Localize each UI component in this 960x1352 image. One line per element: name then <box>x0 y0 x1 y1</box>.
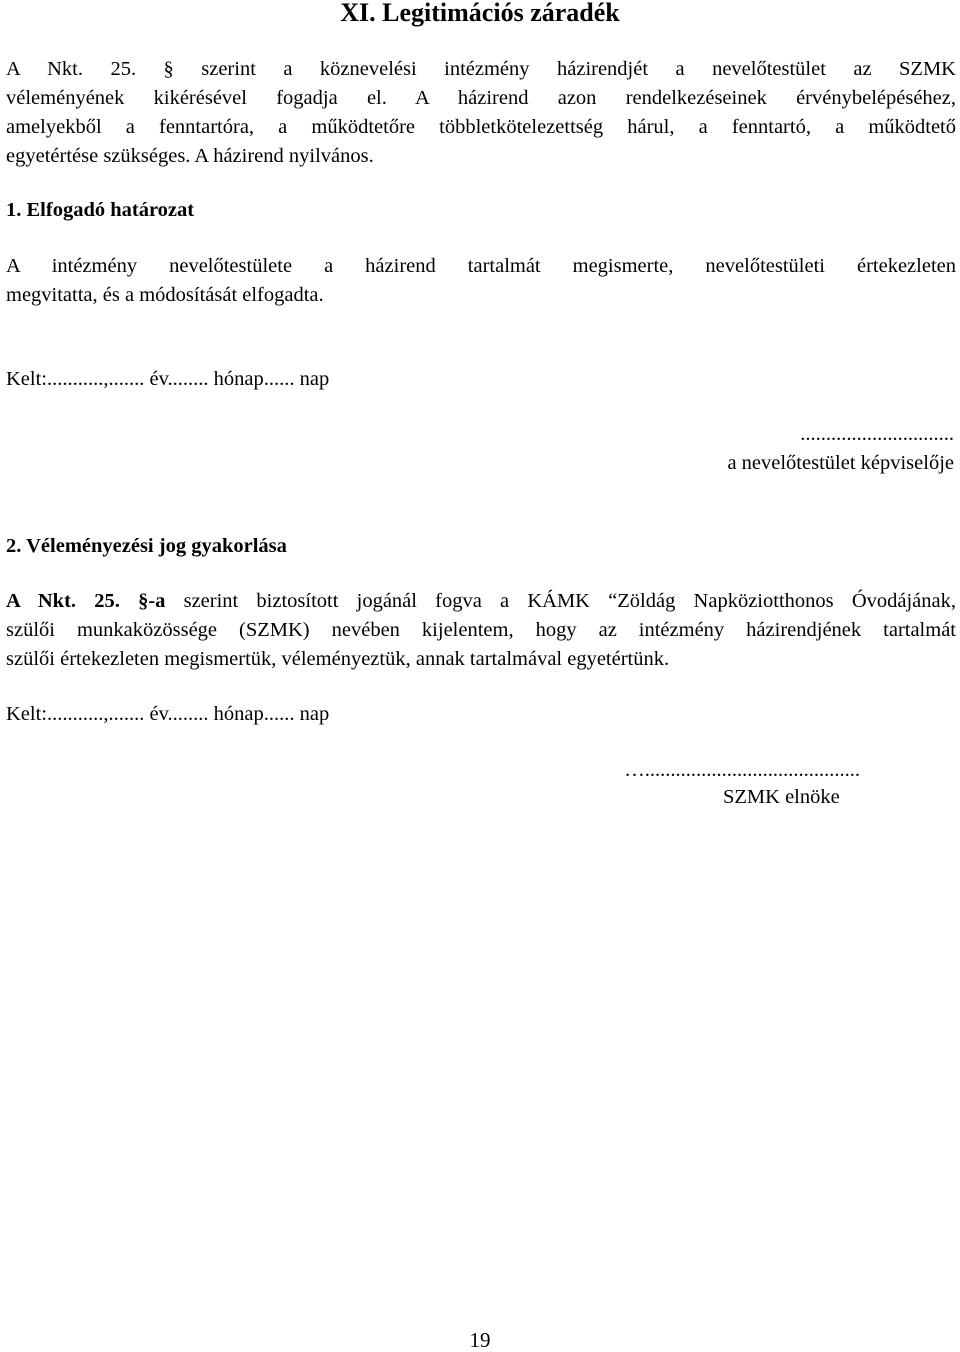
section1-heading: 1. Elfogadó határozat <box>6 199 195 221</box>
section2-line1-rest: szerint biztosított jogánál fogva a KÁMK “Zöldág Napköziotthonos Óvodájának, <box>165 590 956 612</box>
section1-paragraph <box>6 252 956 310</box>
intro-paragraph <box>6 55 956 171</box>
law-reference: A Nkt. 25. <box>6 590 120 612</box>
section1-kelt: Kelt:...........,....... év........ hónap...... nap <box>6 368 330 390</box>
section1-sign-label: a nevelőtestület képviselője <box>727 452 954 474</box>
section2-heading: 2. Véleményezési jog gyakorlása <box>6 535 287 557</box>
section2-line <box>6 587 956 616</box>
intro-line: egyetértése szükséges. A házirend nyilvános. <box>6 145 374 167</box>
section1-sign-dots: .............................. <box>800 423 954 445</box>
law-paragraph: §-a <box>138 590 166 612</box>
page-number: 19 <box>469 1328 491 1352</box>
page-title: XI. Legitimációs záradék <box>340 0 620 27</box>
section2-sign-label: SZMK elnöke <box>723 786 840 808</box>
section2-paragraph <box>6 587 956 674</box>
intro-line: amelyekből a fenntartóra, a működtetőre többletkötelezettség hárul, a fenntartó, a működtető <box>6 116 956 138</box>
section1-line: megvitatta, és a módosítását elfogadta. <box>6 284 324 306</box>
section2-line: szülői munkaközössége (SZMK) nevében kijelentem, hogy az intézmény házirendjének tartalmát <box>6 619 956 641</box>
section2-kelt: Kelt:...........,....... év........ hónap...... nap <box>6 703 330 725</box>
section2-line: szülői értekezleten megismertük, véleményeztük, annak tartalmával egyetértünk. <box>6 648 670 670</box>
intro-line: véleményének kikérésével fogadja el. A házirend azon rendelkezéseinek érvénybelépéséhez, <box>6 87 956 109</box>
section1-line: A intézmény nevelőtestülete a házirend tartalmát megismerte, nevelőtestületi értekezleten <box>6 255 956 277</box>
intro-line: A Nkt. 25. § szerint a köznevelési intézmény házirendjét a nevelőtestület az SZMK <box>6 58 956 80</box>
section2-sign-dots: ….......................................... <box>624 759 860 781</box>
